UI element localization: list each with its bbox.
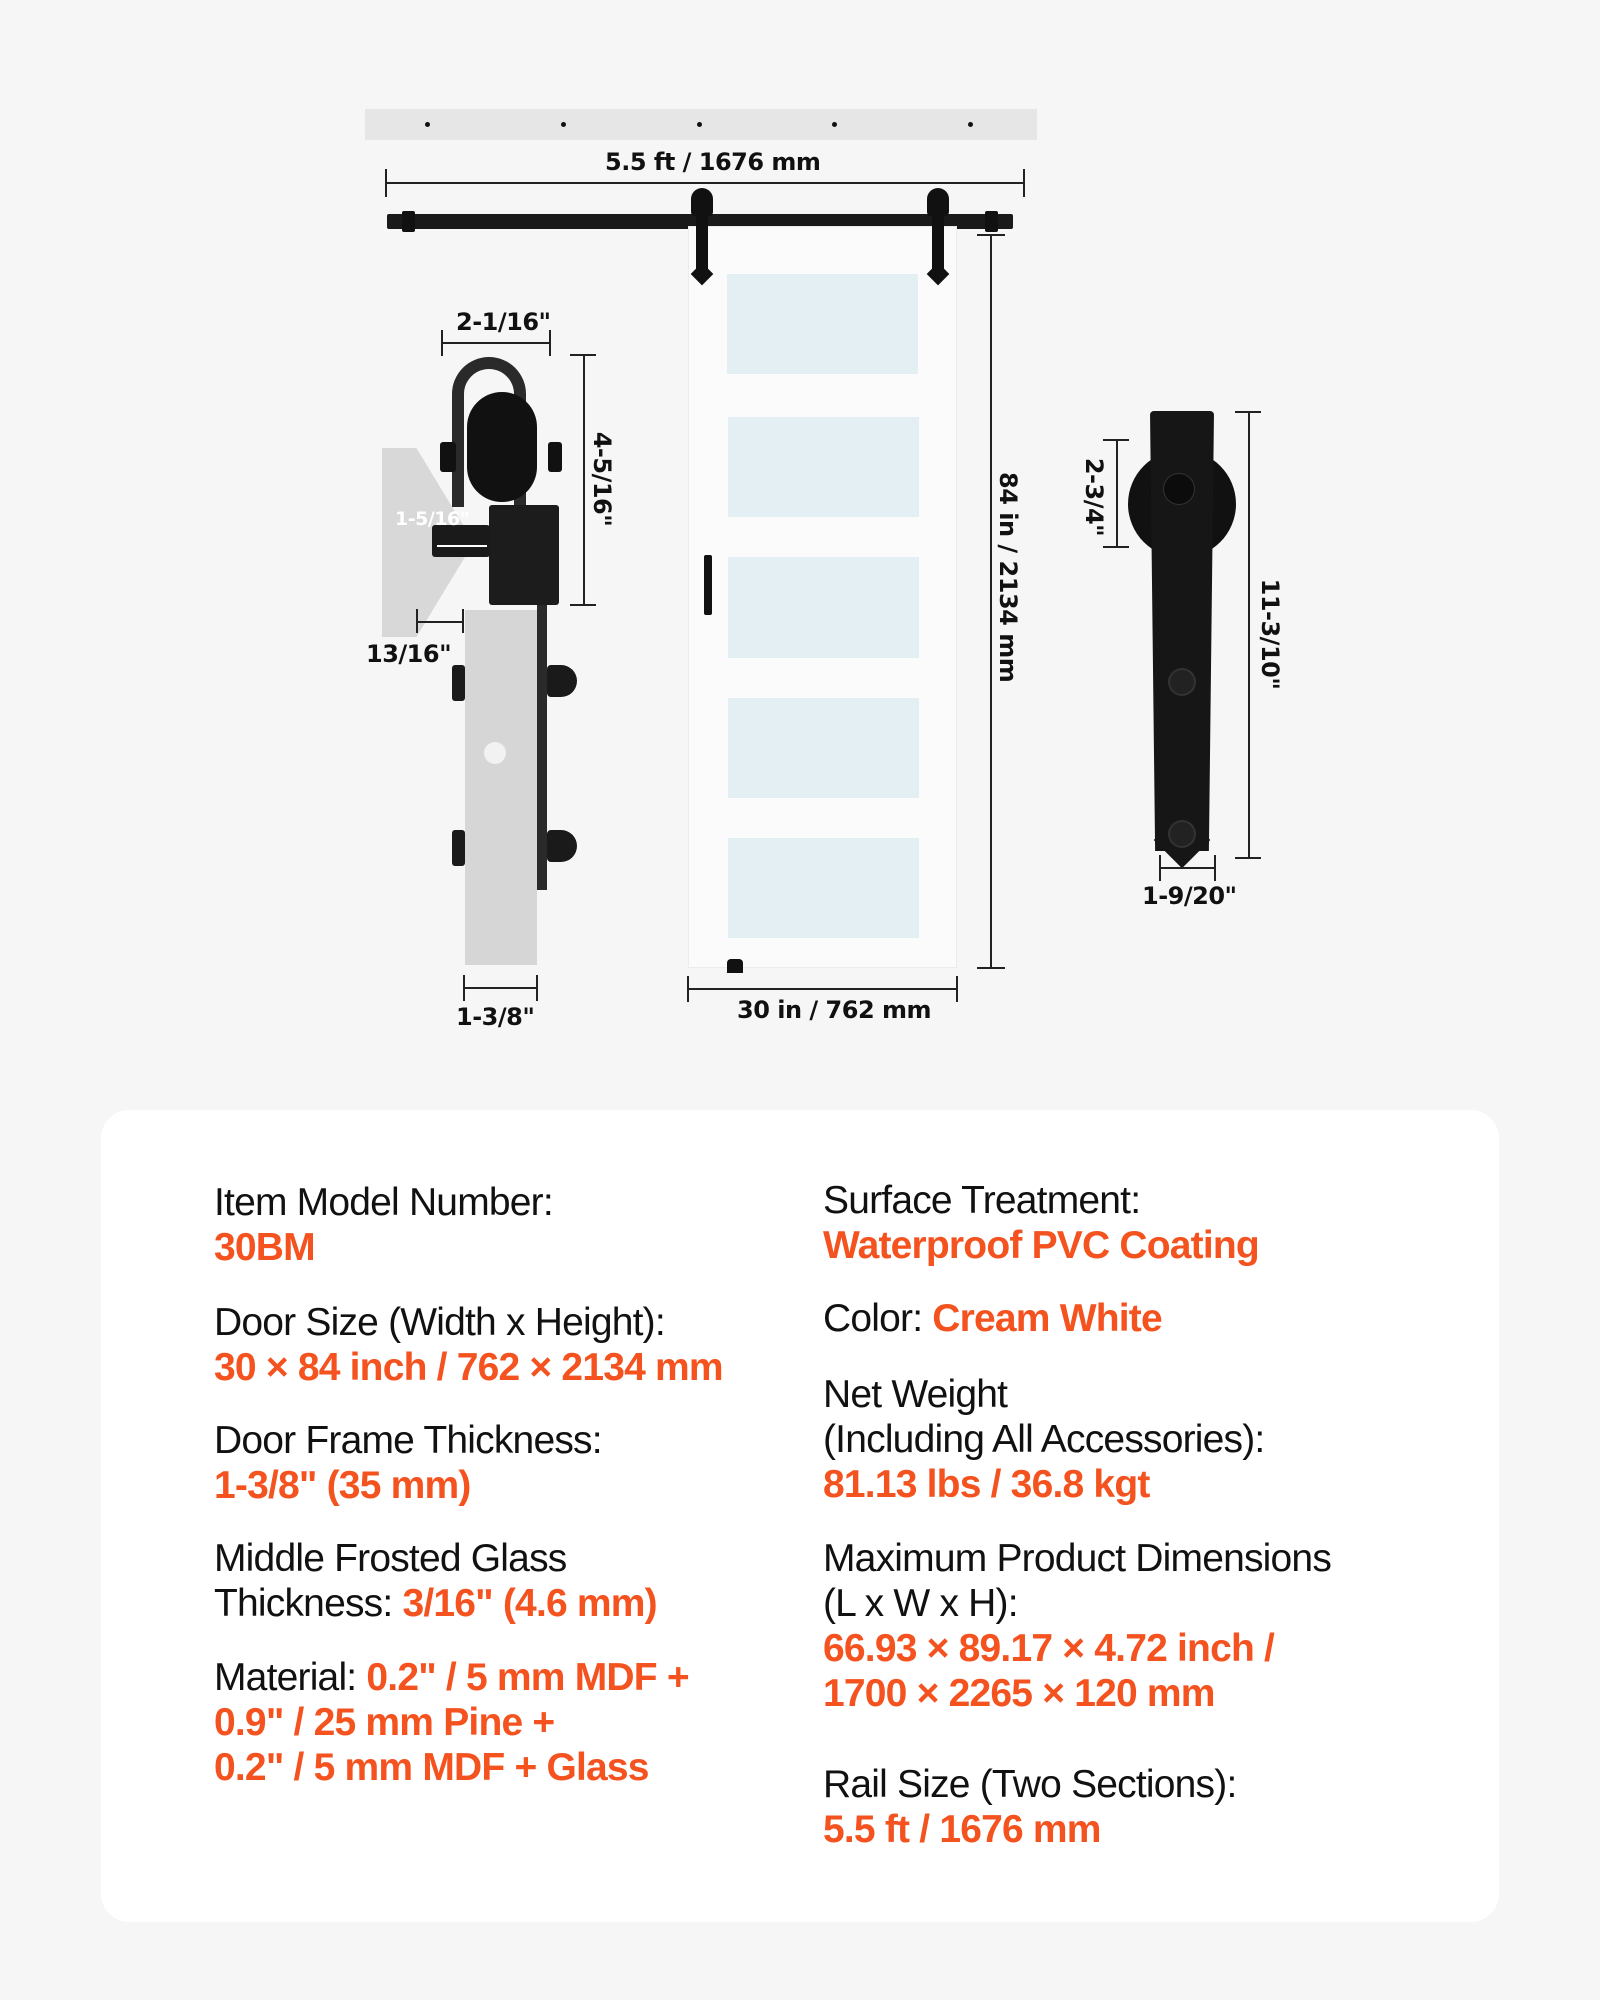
spec-label: Rail Size (Two Sections): <box>823 1763 1237 1806</box>
spec-value: 3/16" (4.6 mm) <box>402 1582 657 1625</box>
spec-label: Net Weight <box>823 1373 1008 1416</box>
door-edge-plug <box>484 742 506 764</box>
rail-dimension-tick-left <box>385 169 387 197</box>
spec-value: 30BM <box>214 1226 315 1269</box>
strap-width-tick <box>1214 855 1216 881</box>
wheel-diameter-dimension-line <box>1116 440 1118 547</box>
door-height-label: 84 in / 2134 mm <box>994 472 1022 683</box>
spec-surface-treatment <box>823 1178 1259 1268</box>
specifications-card <box>101 1110 1499 1922</box>
door-thickness-dimension-line <box>464 987 537 989</box>
door-width-tick-left <box>687 976 689 1002</box>
glass-pane <box>727 274 918 374</box>
axle-nut <box>440 442 456 472</box>
door-height-dimension-line <box>990 235 992 968</box>
strap-bolt <box>1170 670 1194 694</box>
spec-label: Item Model Number: <box>214 1181 553 1224</box>
screw-hole <box>968 122 973 127</box>
spec-value: Cream White <box>932 1297 1162 1340</box>
spec-material <box>214 1655 689 1790</box>
spec-label: Color: <box>823 1297 933 1340</box>
wheel-diameter-tick <box>1103 439 1129 441</box>
wall-gap-tick <box>462 609 464 633</box>
door-height-tick-bottom <box>977 967 1005 969</box>
door-thickness-tick <box>536 975 538 1001</box>
strap-axle-bolt <box>1164 474 1194 504</box>
bolt <box>547 830 577 862</box>
spec-value: 5.5 ft / 1676 mm <box>823 1808 1101 1851</box>
rail-dimension-line <box>385 182 1025 184</box>
wall-gap-dimension-line <box>417 621 463 623</box>
spec-label: Surface Treatment: <box>823 1179 1141 1222</box>
glass-pane <box>728 417 919 517</box>
strap-length-tick <box>1235 857 1261 859</box>
spec-value: 0.9" / 25 mm Pine + <box>214 1701 555 1744</box>
spec-value: 66.93 × 89.17 × 4.72 inch / <box>823 1627 1275 1670</box>
spec-label: Thickness: <box>214 1582 403 1625</box>
strap-length-tick <box>1235 411 1261 413</box>
strap-width-label: 1-9/20" <box>1142 882 1237 910</box>
bolt <box>452 665 465 701</box>
screw-hole <box>425 122 430 127</box>
spec-color <box>823 1296 1162 1341</box>
hanger-height-dimension-line <box>583 355 585 605</box>
floor-guide <box>727 959 743 973</box>
spec-max-dimensions <box>823 1536 1331 1716</box>
spec-value: 1-3/8" (35 mm) <box>214 1464 471 1507</box>
wall-gap-tick <box>416 609 418 633</box>
door-hanger-left <box>689 188 717 285</box>
rail-end-stop <box>402 211 415 232</box>
glass-pane <box>728 838 919 938</box>
glass-pane <box>728 698 919 798</box>
strap-length-label: 11-3/10" <box>1256 578 1284 690</box>
screw-hole <box>561 122 566 127</box>
spacer-label: 1-5/16" <box>395 508 470 530</box>
strap-width-tick <box>1159 855 1161 881</box>
screw-hole <box>697 122 702 127</box>
bolt <box>452 830 465 866</box>
bolt <box>547 665 577 697</box>
spec-net-weight <box>823 1372 1264 1507</box>
strap-length-dimension-line <box>1248 412 1250 858</box>
hanger-height-tick <box>570 354 596 356</box>
spec-value: 30 × 84 inch / 762 × 2134 mm <box>214 1346 723 1389</box>
spec-label: Door Size (Width x Height): <box>214 1301 665 1344</box>
wheel-width-tick <box>441 330 443 356</box>
door-hanger-right <box>925 188 953 285</box>
spec-rail-size <box>823 1762 1236 1852</box>
hanger-wheel <box>467 392 537 502</box>
screw-hole <box>832 122 837 127</box>
spec-door-size <box>214 1300 723 1390</box>
spec-value: 1700 × 2265 × 120 mm <box>823 1672 1215 1715</box>
rail-length-label: 5.5 ft / 1676 mm <box>605 148 821 176</box>
spec-label: Door Frame Thickness: <box>214 1419 602 1462</box>
spec-value: 0.2" / 5 mm MDF + <box>366 1656 689 1699</box>
door-edge <box>465 610 537 965</box>
spec-frame-thickness <box>214 1418 602 1508</box>
spec-label: Material: <box>214 1656 367 1699</box>
spec-label: Middle Frosted Glass <box>214 1537 567 1580</box>
door-thickness-label: 1-3/8" <box>456 1003 535 1031</box>
anti-jump-block <box>489 505 559 605</box>
mounting-board <box>365 109 1037 140</box>
barn-door <box>688 226 957 968</box>
spec-label: Maximum Product Dimensions <box>823 1537 1332 1580</box>
rail-dimension-tick-right <box>1023 169 1025 197</box>
spacer-dimension-line <box>437 545 487 547</box>
door-width-tick-right <box>956 976 958 1002</box>
strap-width-dimension-line <box>1160 867 1215 869</box>
rail-end-stop <box>985 211 998 232</box>
spec-label: (L x W x H): <box>823 1582 1018 1625</box>
door-height-tick-top <box>977 234 1005 236</box>
spec-value: 81.13 lbs / 36.8 kgt <box>823 1463 1150 1506</box>
spec-model-number <box>214 1180 553 1270</box>
door-width-label: 30 in / 762 mm <box>737 996 932 1024</box>
spec-value: Waterproof PVC Coating <box>823 1224 1259 1267</box>
spec-value: 0.2" / 5 mm MDF + Glass <box>214 1746 649 1789</box>
axle-nut <box>548 442 562 472</box>
door-thickness-tick <box>463 975 465 1001</box>
hanger-height-label: 4-5/16" <box>588 431 616 527</box>
door-handle <box>704 555 712 615</box>
spec-glass-thickness <box>214 1536 657 1626</box>
wheel-diameter-label: 2-3/4" <box>1080 457 1108 537</box>
wheel-width-dimension-line <box>442 342 550 344</box>
hanger-height-tick <box>570 604 596 606</box>
spec-label: (Including All Accessories): <box>823 1418 1265 1461</box>
wheel-width-label: 2-1/16" <box>456 308 551 336</box>
wall-gap-label: 13/16" <box>366 640 452 668</box>
door-width-dimension-line <box>687 988 957 990</box>
strap-bolt <box>1170 822 1194 846</box>
glass-pane <box>728 557 919 658</box>
